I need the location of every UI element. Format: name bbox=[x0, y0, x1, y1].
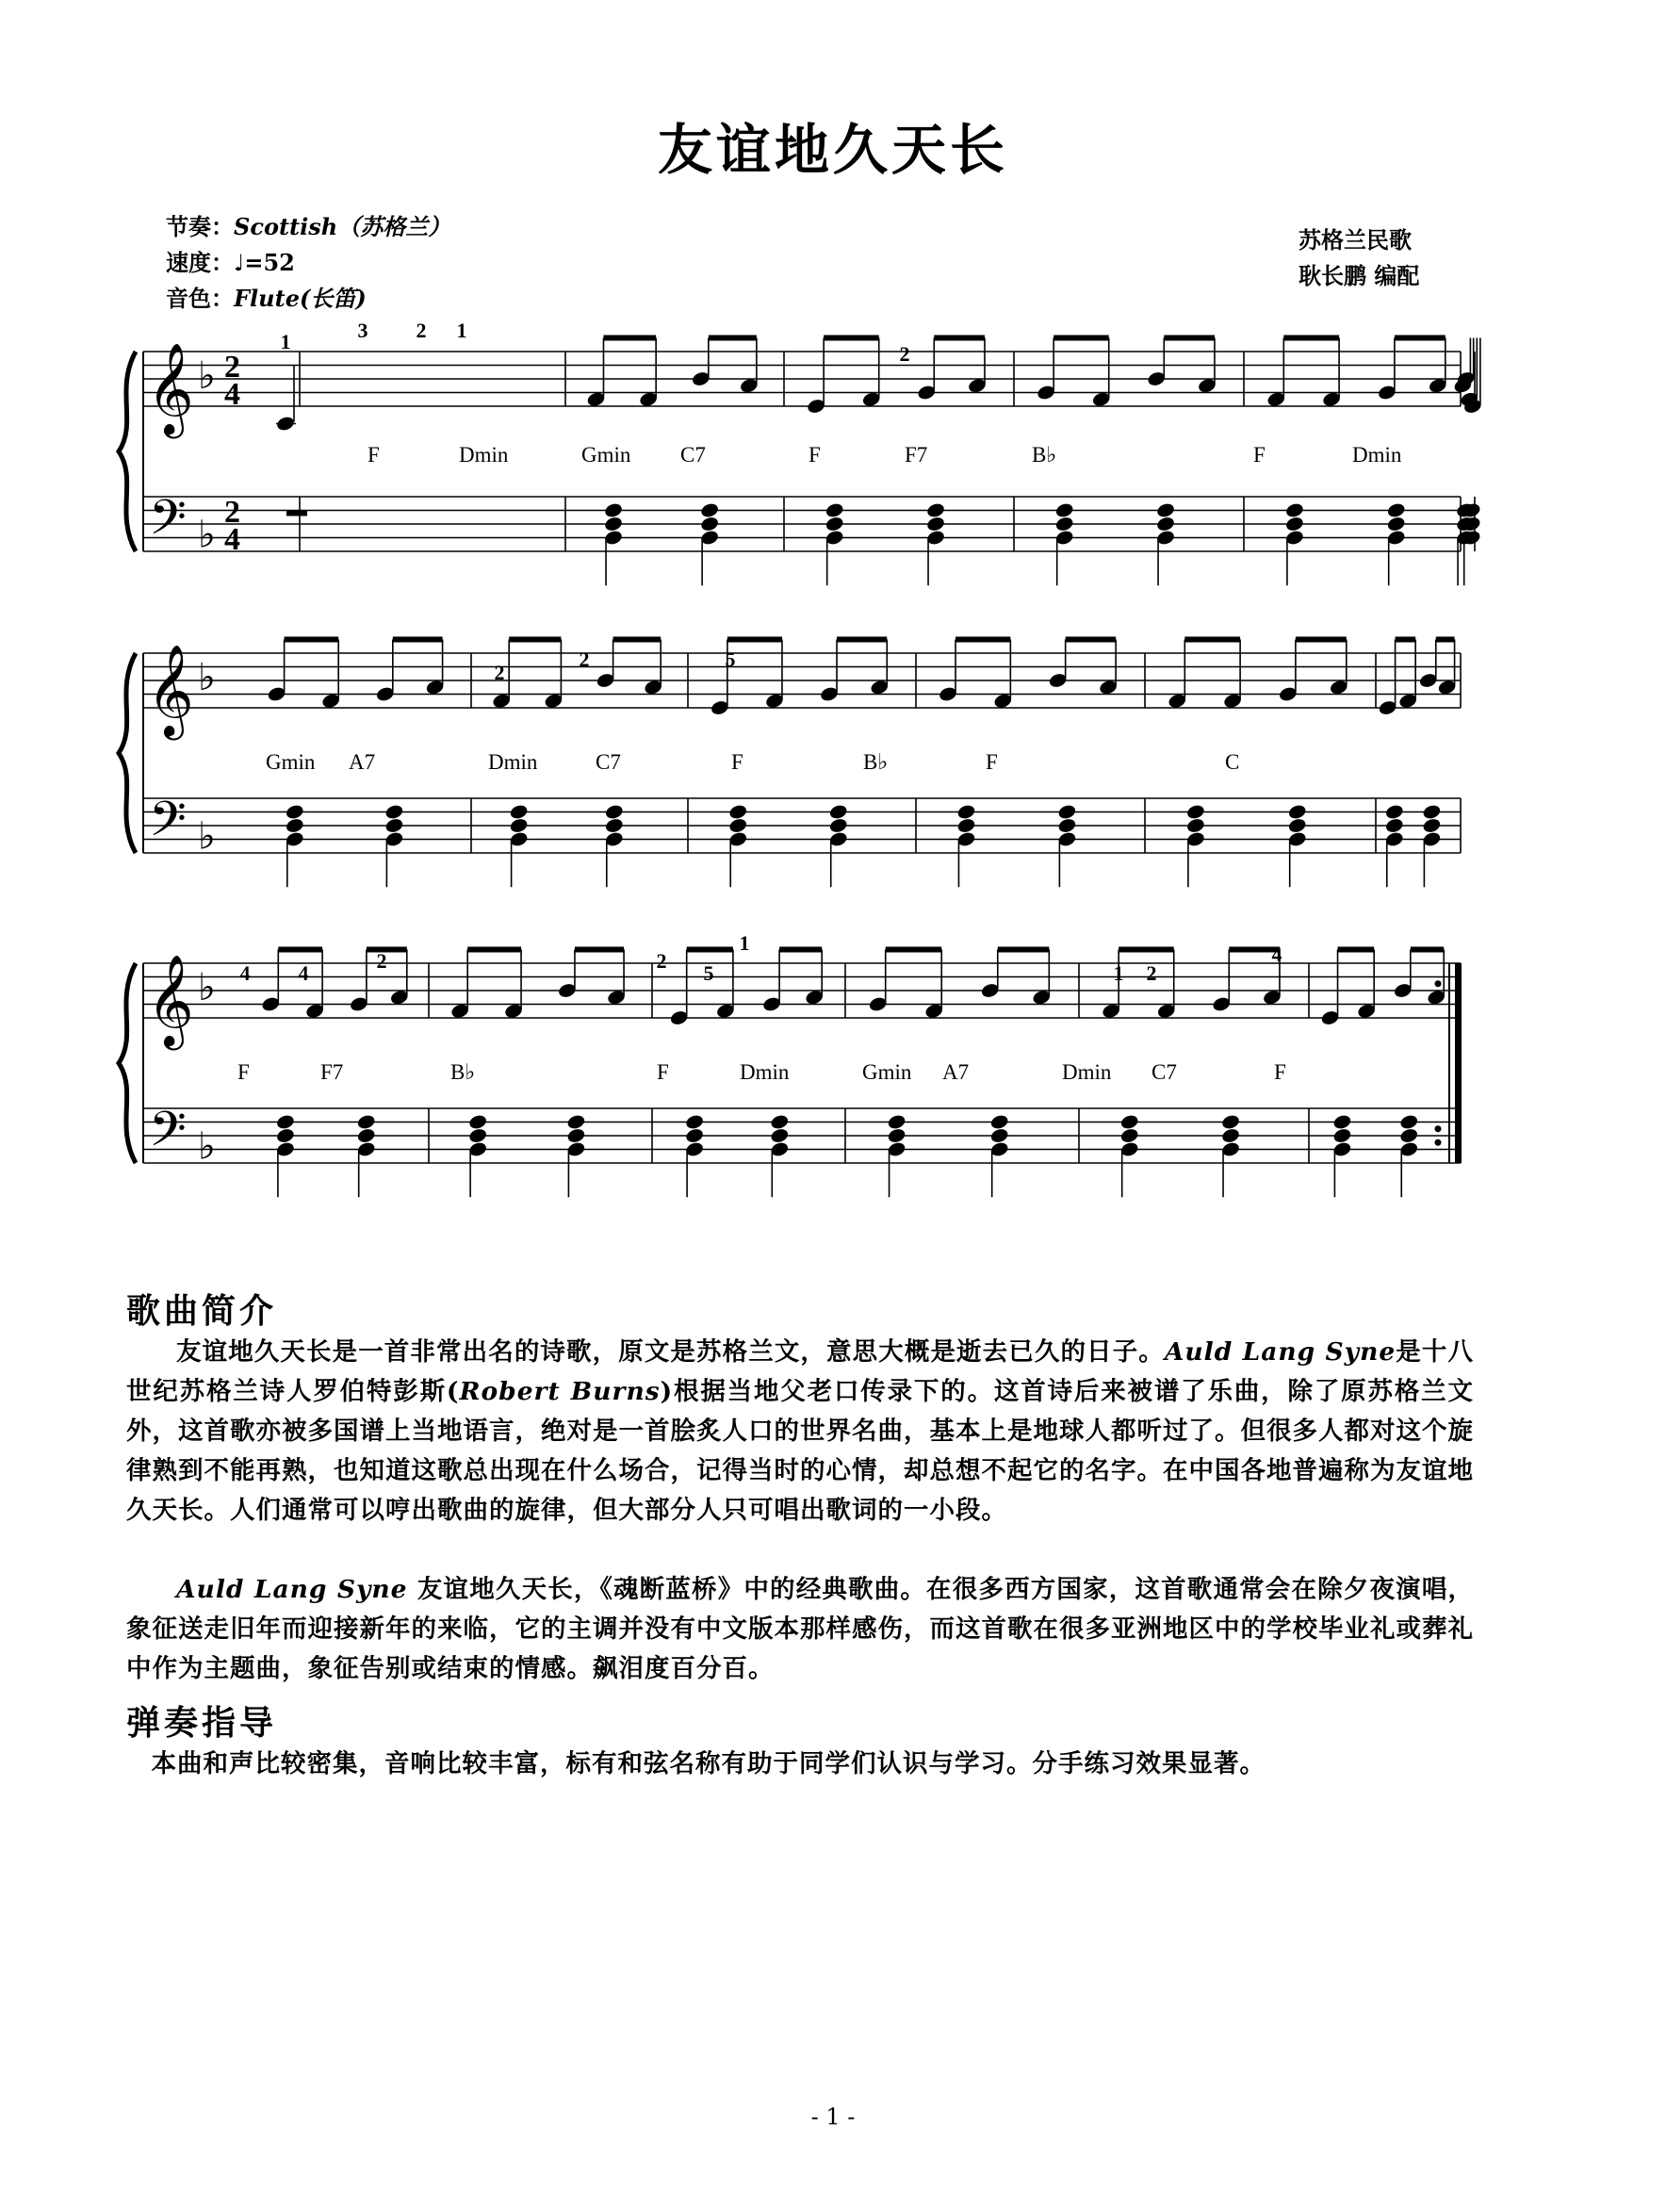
beam bbox=[613, 637, 662, 643]
chord-note-head bbox=[728, 817, 748, 834]
key-flat-icon: ♭ bbox=[198, 1124, 216, 1168]
beam bbox=[837, 637, 887, 643]
chord-note-head bbox=[1399, 1127, 1419, 1144]
chord-name: Gmin bbox=[581, 443, 631, 467]
system-1 bbox=[119, 336, 1483, 586]
beam bbox=[886, 947, 942, 953]
key-flat-icon: ♭ bbox=[198, 966, 216, 1008]
brace bbox=[119, 963, 136, 1163]
chord-note-head bbox=[275, 1113, 295, 1130]
chord-note-head bbox=[604, 803, 624, 820]
beam bbox=[509, 637, 561, 643]
chord-note-head bbox=[1054, 516, 1074, 533]
beam bbox=[1396, 637, 1416, 643]
chord-note-head bbox=[1057, 817, 1077, 834]
chord-note-head bbox=[1332, 1113, 1352, 1130]
fingering-number: 2 bbox=[579, 647, 590, 671]
origin-text: 苏格兰民歌 bbox=[1298, 226, 1412, 254]
beam bbox=[393, 637, 443, 643]
chord-note-head bbox=[285, 817, 304, 834]
chord-name: F bbox=[808, 443, 821, 467]
chord-name: Dmin bbox=[1352, 443, 1402, 467]
chord-note-head bbox=[699, 501, 719, 518]
beam bbox=[727, 637, 782, 643]
intro2-title-en: Auld Lang Syne bbox=[176, 1575, 408, 1604]
intro-paragraph-2 bbox=[126, 1570, 1474, 1689]
arranger-text: 耿长鹏 编配 bbox=[1298, 262, 1420, 289]
bass-clef-icon: 𝄢 bbox=[149, 1104, 187, 1169]
time-signature-bottom: 4 bbox=[224, 522, 240, 557]
fingering-number: 2 bbox=[899, 342, 910, 366]
timbre-label: 音色： bbox=[166, 285, 234, 312]
chord-note-head bbox=[828, 817, 848, 834]
chord-name: F bbox=[1253, 443, 1266, 467]
beam bbox=[1164, 336, 1215, 341]
chord-note-head bbox=[467, 1113, 487, 1130]
chord-note-head bbox=[699, 516, 719, 533]
chord-note-head bbox=[1185, 817, 1205, 834]
intro-text-title-en: Auld Lang Syne bbox=[1164, 1337, 1396, 1367]
chord-name: B♭ bbox=[1032, 443, 1057, 467]
chord-note-head bbox=[728, 803, 748, 820]
repeat-dot bbox=[1435, 1125, 1442, 1132]
chord-name: A7 bbox=[942, 1060, 970, 1084]
fingering-number: 1 bbox=[1113, 961, 1124, 985]
beam bbox=[779, 947, 822, 953]
rhythm-value: Scottish（苏格兰） bbox=[234, 213, 451, 240]
section-guide-heading: 弹奏指导 bbox=[126, 1703, 278, 1743]
chord-note-head bbox=[1287, 803, 1307, 820]
system-2 bbox=[119, 637, 1461, 888]
beam bbox=[575, 947, 624, 953]
chord-note-head bbox=[1384, 817, 1404, 834]
chord-name: F bbox=[657, 1060, 669, 1084]
chord-note-head bbox=[1155, 501, 1175, 518]
brace bbox=[119, 352, 136, 551]
fingering-number: 4 bbox=[1271, 942, 1282, 966]
chord-note-head bbox=[684, 1113, 704, 1130]
beam bbox=[709, 336, 757, 341]
chord-note-head bbox=[1386, 516, 1406, 533]
beam bbox=[1119, 947, 1174, 953]
bass-clef-icon: 𝄢 bbox=[149, 794, 187, 859]
time-signature-top: 2 bbox=[224, 495, 240, 530]
guide-paragraph: 本曲和声比较密集，音响比较丰富，标有和弦名称有助于同学们认识与学习。分手练习效果显著。 bbox=[151, 1749, 1266, 1778]
fingering-number: 5 bbox=[725, 647, 736, 671]
beam bbox=[603, 336, 656, 341]
chord-name: Dmin bbox=[740, 1060, 790, 1084]
chord-name: B♭ bbox=[450, 1060, 476, 1084]
fingering-number: 1 bbox=[280, 330, 291, 353]
chord-note-head bbox=[603, 501, 623, 518]
chord-name: Dmin bbox=[459, 443, 509, 467]
key-flat-icon: ♭ bbox=[198, 656, 216, 698]
key-flat-icon: ♭ bbox=[198, 513, 216, 556]
beam bbox=[1066, 637, 1116, 643]
intro-text-a: 友谊地久天长是一首非常出名的诗歌，原文是苏格兰文，意思大概是逝去已久的日子。 bbox=[176, 1337, 1165, 1367]
chord-note-head bbox=[1284, 501, 1304, 518]
fingering-number: 4 bbox=[239, 961, 251, 985]
chord-note-head bbox=[956, 817, 976, 834]
chord-name: C7 bbox=[680, 443, 706, 467]
chord-name: C bbox=[1225, 750, 1240, 774]
beam bbox=[687, 947, 733, 953]
chord-note-head bbox=[887, 1127, 906, 1144]
chord-note-head bbox=[825, 516, 844, 533]
beam bbox=[1338, 947, 1375, 953]
bass-clef-icon: 𝄢 bbox=[149, 492, 187, 557]
time-signature-top: 2 bbox=[224, 350, 240, 385]
treble-clef-icon: 𝄞 bbox=[147, 958, 194, 1045]
beam bbox=[1296, 637, 1347, 643]
chord-note-head bbox=[384, 817, 404, 834]
chord-note-head bbox=[684, 1127, 704, 1144]
chord-note-head bbox=[770, 1127, 790, 1144]
fingering-number: 2 bbox=[494, 661, 505, 684]
chord-note-head bbox=[1422, 817, 1442, 834]
timbre-value: Flute(长笛) bbox=[234, 285, 367, 312]
repeat-dot bbox=[1435, 1139, 1442, 1146]
chord-note-head bbox=[1384, 803, 1404, 820]
key-flat-icon: ♭ bbox=[198, 354, 216, 397]
beam bbox=[285, 637, 339, 643]
chord-name: Gmin bbox=[862, 1060, 912, 1084]
beam bbox=[956, 637, 1010, 643]
chord-note-head bbox=[989, 1113, 1009, 1130]
chord-name: C7 bbox=[596, 750, 621, 774]
page-title: 友谊地久天长 bbox=[657, 118, 1008, 182]
fingering-number: 5 bbox=[703, 961, 714, 985]
repeat-dot bbox=[1435, 980, 1442, 987]
chord-note-head bbox=[566, 1113, 586, 1130]
chord-note-head bbox=[1220, 1127, 1240, 1144]
beam bbox=[467, 947, 521, 953]
half-rest bbox=[286, 511, 307, 516]
quarter-note-icon: ♩ bbox=[234, 250, 245, 276]
final-barline-thick bbox=[1455, 963, 1462, 1163]
chord-name: A7 bbox=[349, 750, 376, 774]
tempo-label: 速度： bbox=[166, 249, 234, 276]
chord-name: B♭ bbox=[863, 750, 889, 774]
chord-note-head bbox=[1119, 1113, 1139, 1130]
fingering-number: 1 bbox=[739, 931, 750, 955]
chord-note-head bbox=[1386, 501, 1406, 518]
page-number: - 1 - bbox=[810, 2104, 856, 2130]
beam bbox=[1184, 637, 1240, 643]
beam bbox=[1395, 336, 1446, 341]
chord-name: F bbox=[368, 443, 380, 467]
chord-note-head bbox=[467, 1127, 487, 1144]
chord-note-head bbox=[825, 501, 844, 518]
chord-note-head bbox=[566, 1127, 586, 1144]
chord-note-head bbox=[925, 501, 945, 518]
chord-note-head bbox=[356, 1113, 376, 1130]
beam bbox=[1436, 637, 1455, 643]
rhythm-label: 节奏： bbox=[166, 213, 234, 240]
chord-note-head bbox=[1422, 803, 1442, 820]
chord-note-head bbox=[1284, 516, 1304, 533]
beam bbox=[824, 336, 879, 341]
chord-name: Dmin bbox=[1062, 1060, 1112, 1084]
chord-note-head bbox=[925, 516, 945, 533]
chord-note-head bbox=[509, 817, 529, 834]
chord-note-head bbox=[1287, 817, 1307, 834]
chord-note-head bbox=[956, 803, 976, 820]
chord-name: F7 bbox=[905, 443, 928, 467]
beam bbox=[1283, 336, 1339, 341]
fingering-number: 2 bbox=[376, 949, 387, 973]
intro-text-b: 是十八世纪苏格兰诗人罗伯特彭斯( bbox=[126, 1337, 1475, 1406]
chord-note-head bbox=[828, 803, 848, 820]
chord-note-head bbox=[887, 1113, 906, 1130]
fingering-number: 4 bbox=[298, 961, 309, 985]
chord-name: F7 bbox=[320, 1060, 344, 1084]
chord-note-head bbox=[1155, 516, 1175, 533]
fingering-number: 3 bbox=[357, 319, 368, 342]
time-signature-bottom: 4 bbox=[224, 377, 240, 412]
section-intro-heading: 歌曲简介 bbox=[126, 1291, 278, 1331]
chord-note-head bbox=[1054, 501, 1074, 518]
chord-name: F bbox=[237, 1060, 250, 1084]
treble-clef-icon: 𝄞 bbox=[147, 346, 194, 434]
chord-note-head bbox=[989, 1127, 1009, 1144]
chord-name: Gmin bbox=[266, 750, 316, 774]
tempo-value: =52 bbox=[244, 249, 295, 276]
chord-note-head bbox=[1185, 803, 1205, 820]
chord-name: Dmin bbox=[488, 750, 538, 774]
chord-note-head bbox=[603, 516, 623, 533]
chord-note-head bbox=[1332, 1127, 1352, 1144]
chord-name: C7 bbox=[1152, 1060, 1177, 1084]
beam bbox=[1054, 336, 1109, 341]
chord-name: F bbox=[986, 750, 998, 774]
intro-text-c: )根据当地父老口传录下的。这首诗后来被谱了乐曲，除了原苏格兰文外，这首歌亦被多国谱上当地语言，绝对是一首脍炙人口的世界名曲，基本上是地球人都听过了。但很多人都对这个旋律熟到不能再熟，也知道这歌总出现在什么场合，记得当时的心情，却总想不起它的名字。在中国各地普遍称为友谊地久天长。人们通常可以哼出歌曲的旋律，但大部分人只可唱出歌词的一小段。 bbox=[126, 1377, 1474, 1525]
chord-note-head bbox=[285, 803, 304, 820]
chord-note-head bbox=[275, 1127, 295, 1144]
beam bbox=[998, 947, 1050, 953]
chord-note-head bbox=[356, 1127, 376, 1144]
fingering-number: 2 bbox=[416, 319, 427, 342]
chord-name: F bbox=[1274, 1060, 1286, 1084]
chord-note-head bbox=[509, 803, 529, 820]
intro2-text: 友谊地久天长，《魂断蓝桥》中的经典歌曲。在很多西方国家，这首歌通常会在除夕夜演唱，象征送走旧年而迎接新年的来临，它的主调并没有中文版本那样感伤，而这首歌在很多亚洲地区中的学校毕业礼或葬礼中作为主题曲，象征告别或结束的情感。飙泪度百分百。 bbox=[126, 1575, 1474, 1683]
beam bbox=[1411, 947, 1444, 953]
beam bbox=[278, 947, 322, 953]
chord-name: F bbox=[731, 750, 743, 774]
chord-note-head bbox=[1399, 1113, 1419, 1130]
chord-note-head bbox=[1119, 1127, 1139, 1144]
chord-note-head bbox=[384, 803, 404, 820]
chord-note-head bbox=[770, 1113, 790, 1130]
key-flat-icon: ♭ bbox=[198, 814, 216, 858]
brace bbox=[119, 653, 136, 853]
fingering-number: 2 bbox=[1146, 961, 1157, 985]
treble-clef-icon: 𝄞 bbox=[147, 647, 194, 735]
chord-note-head bbox=[604, 817, 624, 834]
chord-note-head bbox=[1057, 803, 1077, 820]
beam bbox=[934, 336, 985, 341]
chord-note-head bbox=[1220, 1113, 1240, 1130]
intro-paragraph-1 bbox=[126, 1333, 1474, 1531]
fingering-number: 1 bbox=[456, 319, 467, 342]
intro-text-poet-en: Robert Burns bbox=[459, 1377, 661, 1406]
fingering-number: 2 bbox=[656, 949, 667, 973]
